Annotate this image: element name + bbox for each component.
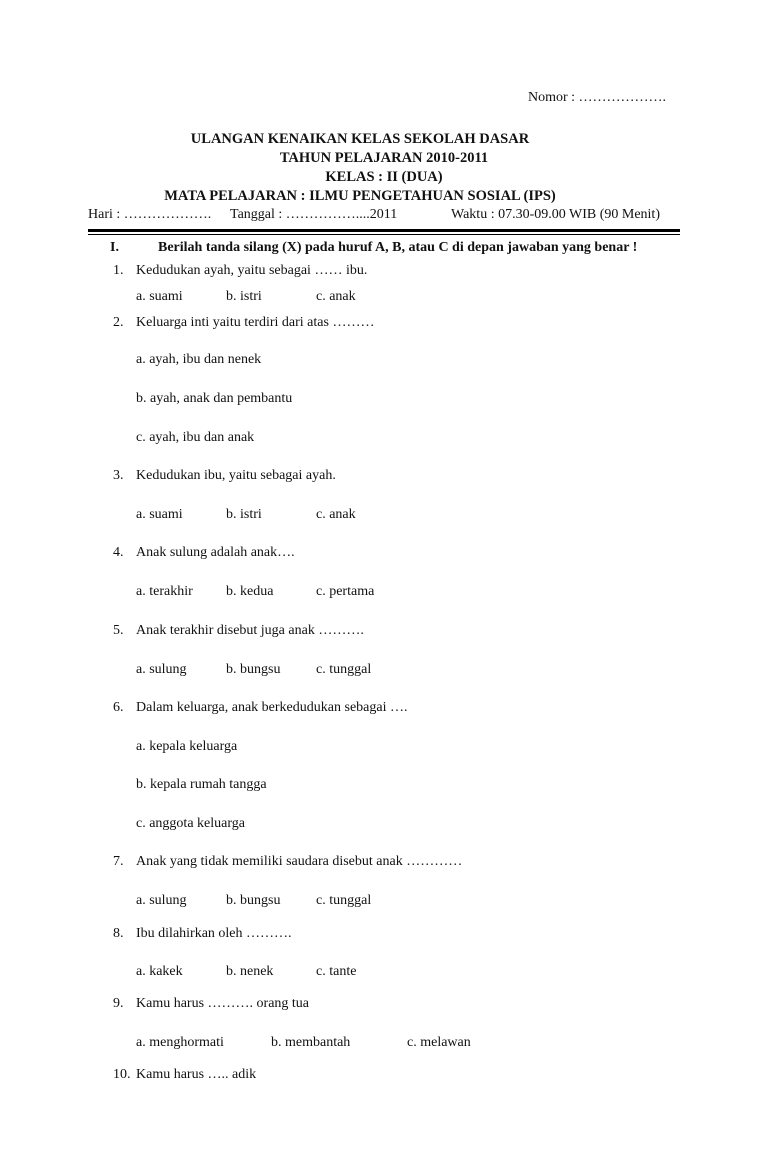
option-6c: c. anggota keluarga [136, 816, 245, 831]
question-text: Kedudukan ayah, yaitu sebagai …… ibu. [136, 263, 368, 278]
question-number: 4. [113, 545, 124, 560]
question-text: Kedudukan ibu, yaitu sebagai ayah. [136, 468, 336, 483]
exam-meta-row [88, 207, 680, 223]
question-text: Kamu harus ………. orang tua [136, 996, 310, 1011]
option-7a: a. sulung [136, 893, 187, 908]
option-7c: c. tunggal [316, 893, 372, 908]
title-line-2: TAHUN PELAJARAN 2010-2011 [279, 150, 489, 166]
option-2c: c. ayah, ibu dan anak [136, 430, 255, 445]
question-number: 8. [113, 926, 124, 941]
option-9b: b. membantah [271, 1035, 351, 1050]
question-text: Anak terakhir disebut juga anak ………. [136, 623, 364, 638]
option-5c: c. tunggal [316, 662, 372, 677]
question-text: Dalam keluarga, anak berkedudukan sebagai …. [136, 700, 408, 715]
option-3a: a. suami [136, 507, 183, 522]
title-line-4: MATA PELAJARAN : ILMU PENGETAHUAN SOSIAL (IPS) [164, 188, 556, 204]
question-text: Anak yang tidak memiliki saudara disebut anak ………… [136, 854, 463, 869]
question-text: Kamu harus ….. adik [136, 1067, 257, 1082]
option-4a: a. terakhir [136, 584, 193, 599]
waktu-field: Waktu : 07.30-09.00 WIB (90 Menit) [451, 207, 660, 222]
hari-field: Hari : ………………. [88, 207, 212, 222]
option-6b: b. kepala rumah tangga [136, 777, 267, 792]
option-4c: c. pertama [316, 584, 375, 599]
option-7b: b. bungsu [226, 893, 281, 908]
option-8a: a. kakek [136, 964, 183, 979]
question-number: 3. [113, 468, 124, 483]
option-2b: b. ayah, anak dan pembantu [136, 391, 293, 406]
section-instruction-text: Berilah tanda silang (X) pada huruf A, B, atau C di depan jawaban yang benar ! [158, 240, 638, 255]
title-line-3: KELAS : II (DUA) [325, 169, 443, 185]
option-1a: a. suami [136, 289, 183, 304]
option-3c: c. anak [316, 507, 356, 522]
option-3b: b. istri [226, 507, 262, 522]
question-number: 6. [113, 700, 124, 715]
question-number: 5. [113, 623, 124, 638]
option-5b: b. bungsu [226, 662, 281, 677]
title-line-1: ULANGAN KENAIKAN KELAS SEKOLAH DASAR [190, 131, 530, 147]
option-9c: c. melawan [407, 1035, 471, 1050]
option-2a: a. ayah, ibu dan nenek [136, 352, 262, 367]
option-1c: c. anak [316, 289, 356, 304]
question-text: Keluarga inti yaitu terdiri dari atas ……… [136, 315, 375, 330]
question-number: 9. [113, 996, 124, 1011]
option-1b: b. istri [226, 289, 262, 304]
header-divider-thick [88, 229, 680, 232]
question-number: 10. [113, 1067, 131, 1082]
option-6a: a. kepala keluarga [136, 739, 238, 754]
question-number: 2. [113, 315, 124, 330]
question-number: 1. [113, 263, 124, 278]
header-divider-thin [88, 234, 680, 235]
option-9a: a. menghormati [136, 1035, 224, 1050]
option-8c: c. tante [316, 964, 357, 979]
option-4b: b. kedua [226, 584, 274, 599]
question-text: Ibu dilahirkan oleh ………. [136, 926, 292, 941]
option-5a: a. sulung [136, 662, 187, 677]
option-8b: b. nenek [226, 964, 274, 979]
question-number: 7. [113, 854, 124, 869]
question-text: Anak sulung adalah anak…. [136, 545, 295, 560]
section-number: I. [110, 240, 119, 255]
tanggal-field: Tanggal : ……………....2011 [230, 207, 398, 222]
nomor-field: Nomor : ………………. [528, 90, 667, 105]
